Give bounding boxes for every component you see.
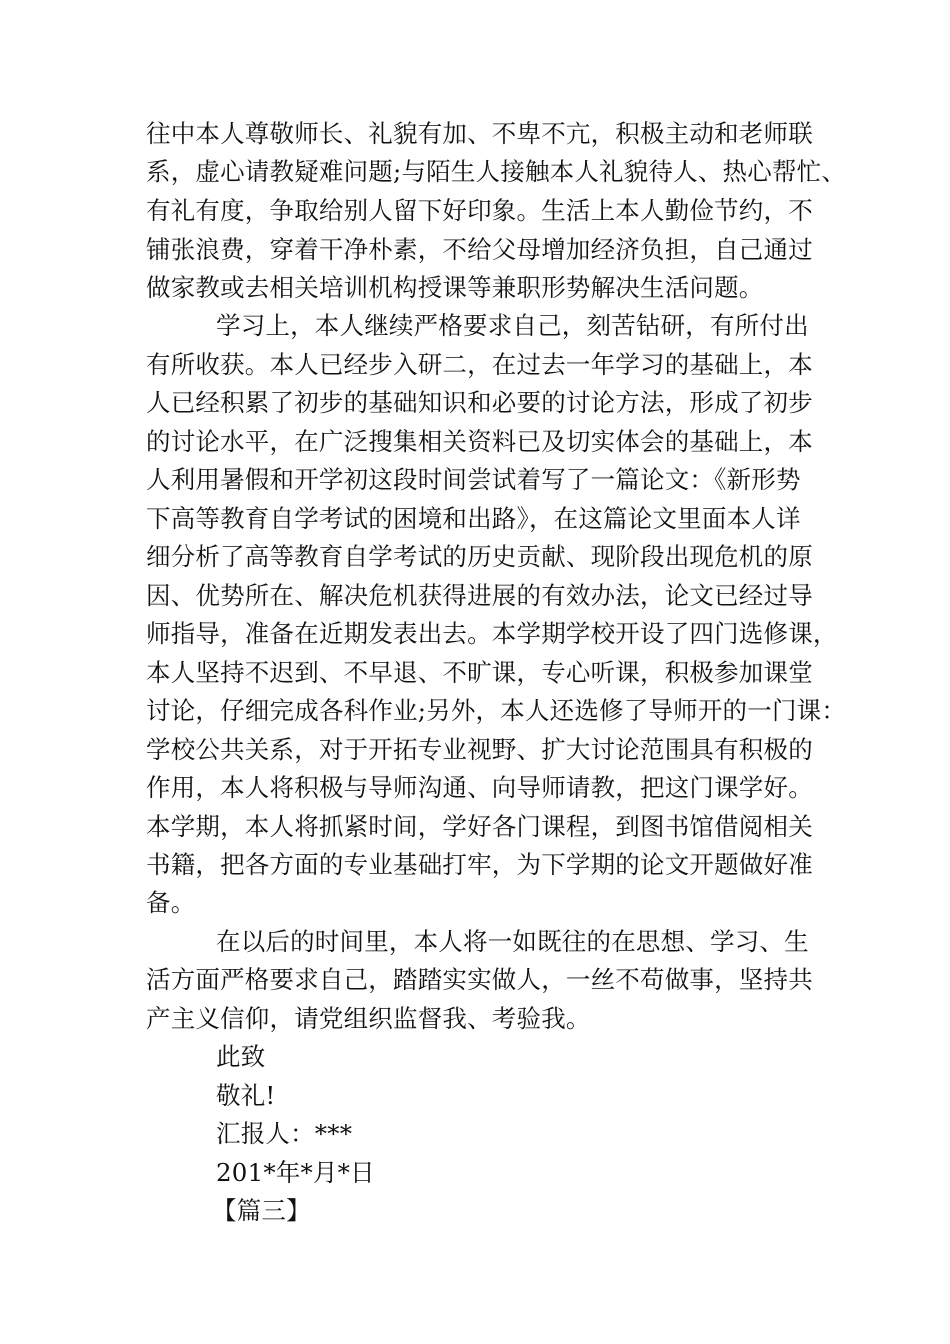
paragraph-line: 因、优势所在、解决危机获得进展的有效办法，论文已经过导	[146, 581, 813, 610]
closing-respect: 敬礼!	[216, 1081, 276, 1110]
paragraph-line: 书籍，把各方面的专业基础打牢，为下学期的论文开题做好准	[146, 850, 813, 879]
paragraph-line: 人利用暑假和开学初这段时间尝试着写了一篇论文：《新形势	[146, 465, 801, 494]
paragraph-line: 细分析了高等教育自学考试的历史贡献、现阶段出现危机的原	[146, 542, 813, 571]
paragraph-line: 学校公共关系，对于开拓专业视野、扩大讨论范围具有积极的	[146, 735, 813, 764]
paragraph-line: 产主义信仰，请党组织监督我、考验我。	[146, 1004, 591, 1033]
reporter-signature: 汇报人：***	[216, 1119, 353, 1148]
paragraph-line: 学习上，本人继续严格要求自己，刻苦钻研，有所付出	[216, 311, 809, 340]
paragraph-line: 铺张浪费，穿着干净朴素，不给父母增加经济负担，自己通过	[146, 235, 813, 264]
paragraph-line: 作用，本人将积极与导师沟通、向导师请教，把这门课学好。	[146, 773, 813, 802]
paragraph-line: 有礼有度，争取给别人留下好印象。生活上本人勤俭节约，不	[146, 196, 813, 225]
paragraph-line: 有所收获。本人已经步入研二，在过去一年学习的基础上，本	[146, 350, 813, 379]
paragraph-line: 师指导，准备在近期发表出去。本学期学校开设了四门选修课，	[146, 619, 838, 648]
report-date: 201*年*月*日	[216, 1158, 375, 1187]
paragraph-line: 在以后的时间里，本人将一如既往的在思想、学习、生	[216, 927, 809, 956]
section-heading: 【篇三】	[212, 1196, 311, 1225]
paragraph-line: 活方面严格要求自己，踏踏实实做人，一丝不苟做事，坚持共	[146, 965, 813, 994]
paragraph-line: 下高等教育自学考试的困境和出路》，在这篇论文里面本人详	[146, 504, 801, 533]
paragraph-line: 系，虚心请教疑难问题;与陌生人接触本人礼貌待人、热心帮忙、	[146, 157, 847, 186]
paragraph-line: 本人坚持不迟到、不早退、不旷课，专心听课，积极参加课堂	[146, 658, 813, 687]
paragraph-line: 的讨论水平，在广泛搜集相关资料已及切实体会的基础上，本	[146, 427, 813, 456]
paragraph-line: 做家教或去相关培训机构授课等兼职形势解决生活问题。	[146, 273, 764, 302]
paragraph-line: 人已经积累了初步的基础知识和必要的讨论方法，形成了初步	[146, 388, 813, 417]
paragraph-line: 备。	[146, 888, 196, 917]
paragraph-line: 讨论，仔细完成各科作业;另外，本人还选修了导师开的一门课：	[146, 696, 847, 725]
paragraph-line: 往中本人尊敬师长、礼貌有加、不卑不亢，积极主动和老师联	[146, 119, 813, 148]
closing-salutation: 此致	[216, 1042, 266, 1071]
paragraph-line: 本学期，本人将抓紧时间，学好各门课程，到图书馆借阅相关	[146, 812, 813, 841]
